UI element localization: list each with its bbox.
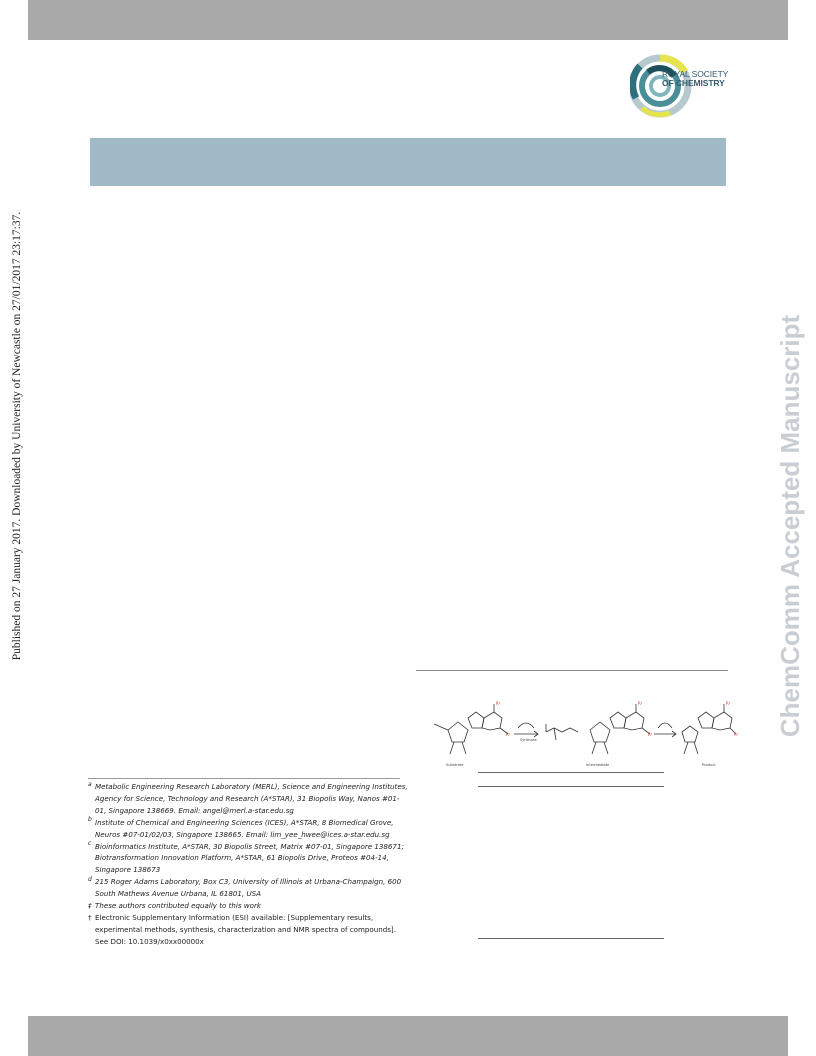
substrate-r2: R² — [496, 701, 501, 706]
title-banner — [90, 138, 726, 186]
footnote-d: d 215 Roger Adams Laboratory, Box C3, University of Illinois at Urbana-Champaign, 600 South Mathews Avenue Urbana, IL 61801, USA — [88, 875, 402, 899]
scheme-label-substrate: Substrate — [446, 763, 464, 767]
intermediate-r1: R¹ — [648, 732, 653, 737]
header-bar — [28, 0, 788, 40]
footnote-b: b Institute of Chemical and Engineering Sciences (ICES), A*STAR, 8 Biomedical Grove, Neuros #07-01/02/03, Singapore 138665. Email: lim_yee_hwee@ices.a-star.edu.sg — [88, 816, 394, 839]
rsc-logo-text — [662, 70, 728, 88]
logo-line2: OF CHEMISTRY — [662, 78, 725, 88]
caption-rule-2 — [478, 786, 664, 787]
footnote-rule — [88, 778, 400, 779]
publication-margin-note: Published on 27 January 2017. Downloaded by University of Newcastle on 27/01/2017 23:17:37. — [11, 211, 23, 661]
enzyme-label: Synthase — [520, 738, 537, 742]
footnotes — [88, 781, 408, 948]
scheme-top-rule — [416, 670, 728, 671]
substrate-r1: R¹ — [506, 732, 511, 737]
footnote-a: a Metabolic Engineering Research Laboratory (MERL), Science and Engineering Institutes, Agency for Science, Technology and Research (A*STAR), 31 Biopolis Way, Nanos #01-01, Singapore 138669. Email: angel@merl.a-star.edu.sg — [88, 780, 408, 815]
scheme-label-product: Product — [702, 763, 716, 767]
scheme-label-intermediate: Intermediate — [586, 763, 610, 767]
reaction-scheme — [420, 700, 740, 772]
caption-rule-1 — [478, 772, 664, 773]
footnote-equal-contribution: ‡ These authors contributed equally to this work — [88, 901, 261, 911]
product-r2: R² — [726, 701, 731, 706]
footnote-c: c Bioinformatics Institute, A*STAR, 30 Biopolis Street, Matrix #07-01, Singapore 138671; Biotransformation Innovation Platform, A*STAR, 61 Biopolis Drive, Proteos #04-14, Singapore 138673 — [88, 840, 404, 875]
accepted-manuscript-watermark: ChemComm Accepted Manuscript — [775, 314, 805, 738]
caption-rule-3 — [478, 938, 664, 939]
footnote-esi: † Electronic Supplementary Information (ESI) available: [Supplementary results, experimental methods, synthesis, characterization and NMR spectra of compounds]. See DOI: 10.1039/x0xx00000x — [88, 912, 396, 946]
footer-bar — [28, 1016, 788, 1056]
intermediate-r2: R² — [638, 701, 643, 706]
logo-line1: ROYAL SOCIETY — [662, 69, 729, 79]
product-r1: R¹ — [734, 732, 739, 737]
